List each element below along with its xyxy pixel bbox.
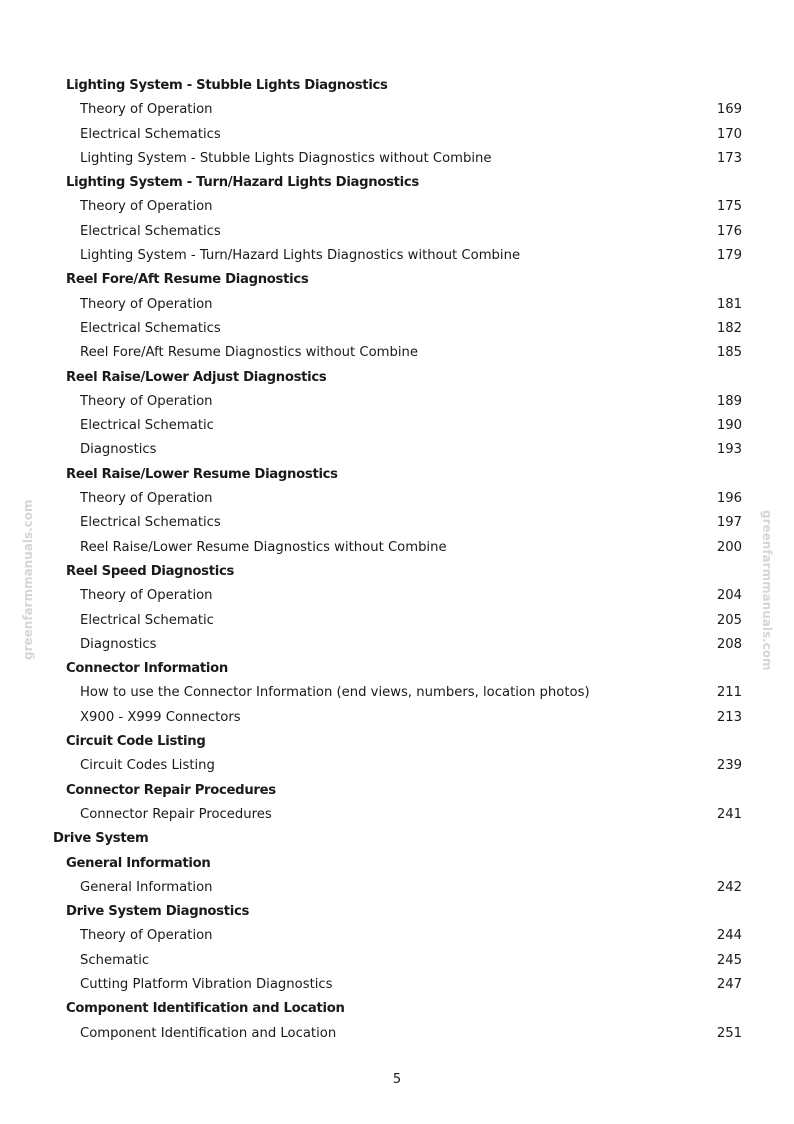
toc-page-number: 196 <box>716 491 742 507</box>
toc-entry[interactable] <box>0 754 794 778</box>
toc-entry-title: Electrical Schematics <box>80 126 221 142</box>
toc-section-heading <box>0 730 794 754</box>
toc-entry[interactable] <box>0 609 794 633</box>
toc-chapter-heading <box>0 827 794 851</box>
toc-entry-title: Cutting Platform Vibration Diagnostics <box>80 976 333 992</box>
toc-entry-title: Lighting System - Stubble Lights Diagnostics without Combine <box>80 150 492 166</box>
toc-section-heading <box>0 171 794 195</box>
toc-page-number: 208 <box>716 636 742 652</box>
toc-page-number: 239 <box>716 758 742 774</box>
toc-section-heading <box>0 779 794 803</box>
toc-section-heading <box>0 997 794 1021</box>
toc-entry-title: Diagnostics <box>80 442 157 458</box>
toc-page-number: 197 <box>716 515 742 531</box>
toc-entry-title: Connector Information <box>66 661 228 677</box>
toc-section-heading <box>0 657 794 681</box>
toc-entry-title: Connector Repair Procedures <box>66 782 276 798</box>
toc-entry[interactable] <box>0 98 794 122</box>
toc-entry[interactable] <box>0 803 794 827</box>
toc-entry-title: Reel Raise/Lower Resume Diagnostics without Combine <box>80 539 447 555</box>
toc-page-number: 205 <box>716 612 742 628</box>
toc-page-number: 182 <box>716 320 742 336</box>
toc-entry-title: Theory of Operation <box>80 928 213 944</box>
toc-entry-title: Electrical Schematic <box>80 612 214 628</box>
toc-entry-title: Circuit Codes Listing <box>80 758 215 774</box>
toc-entry-title: Reel Fore/Aft Resume Diagnostics <box>66 272 309 288</box>
toc-page-number: 193 <box>716 442 742 458</box>
toc-page-number: 251 <box>716 1025 742 1041</box>
toc-section-heading <box>0 560 794 584</box>
toc-section-heading <box>0 463 794 487</box>
toc-section-heading <box>0 366 794 390</box>
toc-entry-title: How to use the Connector Information (end views, numbers, location photos) <box>80 685 590 701</box>
toc-entry-title: General Information <box>80 879 213 895</box>
toc-entry-title: Reel Speed Diagnostics <box>66 563 235 579</box>
toc-entry[interactable] <box>0 123 794 147</box>
toc-entry[interactable] <box>0 390 794 414</box>
watermark-text: greenfarmmanuals.com <box>21 499 35 660</box>
table-of-contents <box>0 74 794 1046</box>
toc-page-number: 244 <box>716 928 742 944</box>
toc-section-heading <box>0 900 794 924</box>
toc-entry[interactable] <box>0 487 794 511</box>
toc-entry[interactable] <box>0 973 794 997</box>
toc-entry[interactable] <box>0 924 794 948</box>
toc-entry-title: Theory of Operation <box>80 199 213 215</box>
toc-page-number: 175 <box>716 199 742 215</box>
toc-entry-title: Lighting System - Stubble Lights Diagnostics <box>66 78 388 93</box>
toc-entry-title: X900 - X999 Connectors <box>80 709 241 725</box>
toc-entry[interactable] <box>0 536 794 560</box>
toc-entry-title: Electrical Schematics <box>80 223 221 239</box>
toc-entry-title: Circuit Code Listing <box>66 734 206 750</box>
toc-entry[interactable] <box>0 438 794 462</box>
toc-page-number: 204 <box>716 588 742 604</box>
toc-page-number: 169 <box>716 102 742 118</box>
toc-page-number: 211 <box>716 685 742 701</box>
toc-page-number: 173 <box>716 150 742 166</box>
toc-entry-title: Electrical Schematics <box>80 515 221 531</box>
toc-entry-title: Theory of Operation <box>80 393 213 409</box>
toc-entry[interactable] <box>0 341 794 365</box>
toc-entry-title: Lighting System - Turn/Hazard Lights Diagnostics without Combine <box>80 248 521 264</box>
toc-page-number: 213 <box>716 709 742 725</box>
toc-entry[interactable] <box>0 147 794 171</box>
toc-page-number: 242 <box>716 879 742 895</box>
toc-page-number: 181 <box>716 296 742 312</box>
toc-page-number: 241 <box>716 806 742 822</box>
toc-entry-title: Component Identification and Location <box>80 1025 337 1041</box>
watermark-text: greenfarmmanuals.com <box>760 510 774 671</box>
toc-entry-title: Drive System <box>53 831 149 847</box>
toc-entry-title: Theory of Operation <box>80 102 213 118</box>
toc-entry[interactable] <box>0 293 794 317</box>
toc-entry-title: Lighting System - Turn/Hazard Lights Diagnostics <box>66 175 419 191</box>
toc-entry[interactable] <box>0 584 794 608</box>
toc-page-number: 179 <box>716 248 742 264</box>
toc-entry-title: Component Identification and Location <box>66 1001 345 1017</box>
toc-page-number: 185 <box>716 345 742 361</box>
toc-entry[interactable] <box>0 195 794 219</box>
toc-page-number: 176 <box>716 223 742 239</box>
toc-entry-title: Schematic <box>80 952 150 968</box>
toc-entry-title: General Information <box>66 855 211 871</box>
toc-entry-title: Electrical Schematics <box>80 320 221 336</box>
toc-entry-title: Diagnostics <box>80 636 157 652</box>
toc-entry-title: Drive System Diagnostics <box>66 904 250 920</box>
toc-entry[interactable] <box>0 706 794 730</box>
toc-entry[interactable] <box>0 949 794 973</box>
page-number: 5 <box>392 1072 402 1087</box>
toc-entry[interactable] <box>0 244 794 268</box>
toc-entry-title: Connector Repair Procedures <box>80 806 272 822</box>
toc-page-number: 170 <box>716 126 742 142</box>
toc-entry[interactable] <box>0 876 794 900</box>
toc-entry[interactable] <box>0 633 794 657</box>
toc-page-number: 189 <box>716 393 742 409</box>
toc-section-heading <box>0 74 794 98</box>
toc-entry-title: Theory of Operation <box>80 491 213 507</box>
toc-entry[interactable] <box>0 511 794 535</box>
toc-section-heading <box>0 268 794 292</box>
toc-entry[interactable] <box>0 317 794 341</box>
toc-page-number: 200 <box>716 539 742 555</box>
toc-entry-title: Reel Fore/Aft Resume Diagnostics without Combine <box>80 345 419 361</box>
toc-section-heading <box>0 852 794 876</box>
toc-entry-title: Theory of Operation <box>80 588 213 604</box>
toc-page-number: 247 <box>716 976 742 992</box>
toc-entry-title: Reel Raise/Lower Adjust Diagnostics <box>66 369 327 385</box>
toc-entry-title: Electrical Schematic <box>80 418 214 434</box>
toc-page-number: 245 <box>716 952 742 968</box>
toc-entry-title: Reel Raise/Lower Resume Diagnostics <box>66 466 338 482</box>
toc-entry[interactable] <box>0 1022 794 1046</box>
toc-entry[interactable] <box>0 220 794 244</box>
toc-entry-title: Theory of Operation <box>80 296 213 312</box>
toc-page-number: 190 <box>716 418 742 434</box>
toc-entry[interactable] <box>0 414 794 438</box>
toc-entry[interactable] <box>0 681 794 705</box>
